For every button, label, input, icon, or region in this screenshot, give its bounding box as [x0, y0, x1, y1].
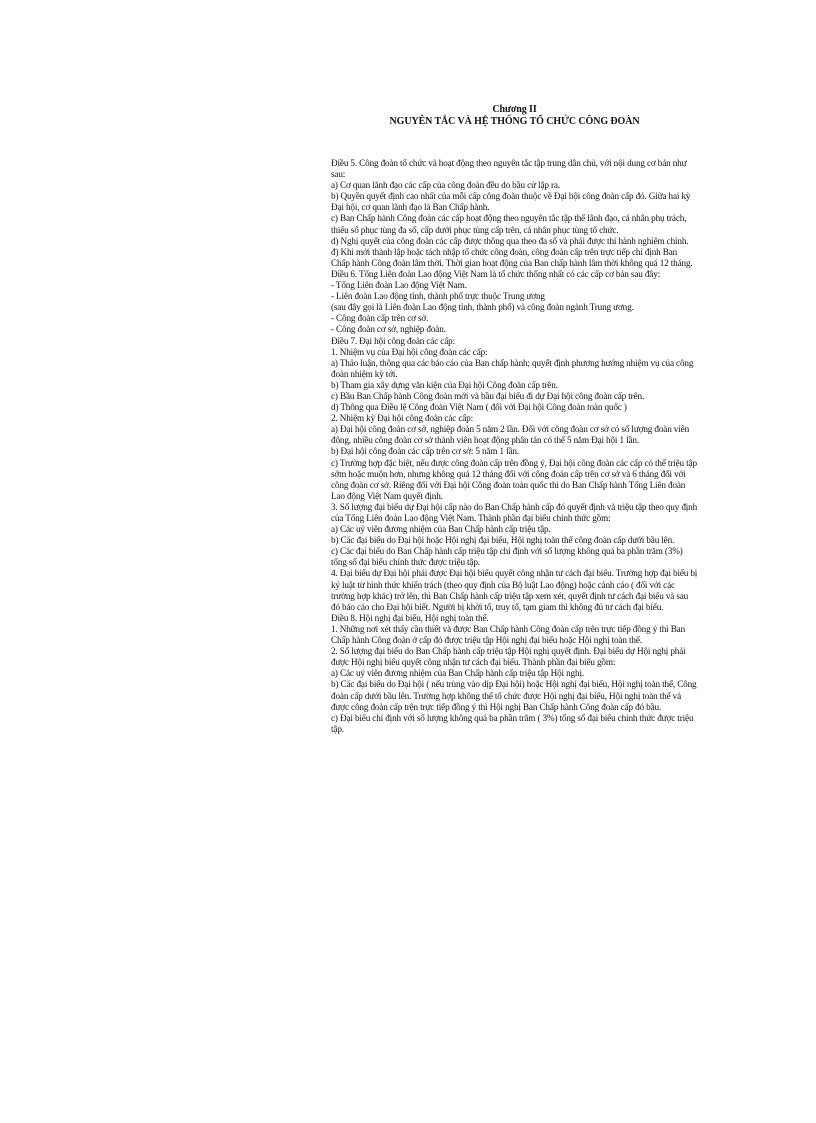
- paragraph: Điều 7. Đại hội công đoàn các cấp:: [331, 335, 455, 346]
- paragraph: c) Các đại biểu do Ban Chấp hành cấp triệu tập chỉ định với số lượng không quá ba phần trăm (3%) tổng số đại biểu chính thức được triệu tập.: [331, 546, 683, 568]
- paragraph: b) Tham gia xây dựng văn kiện của Đại hội Công đoàn cấp trên.: [331, 379, 558, 390]
- paragraph: b) Đại hội công đoàn các cấp trên cơ sở: 5 năm 1 lần.: [331, 446, 520, 457]
- paragraph: b) Các đại biểu do Đại hội ( nếu trùng vào dịp Đại hội) hoặc Hội nghị đại biểu, Hội nghị toàn thể, Công đoàn cấp dưới bầu lên. Trường hợp không thể tổ chức được Hội nghị đại biểu, Hội nghị toàn thể và được công đoàn cấp trên trực tiếp đồng ý thì Hội nghị Ban Chấp hành Công đoàn cấp đó bầu.: [331, 679, 697, 712]
- paragraph: - Liên đoàn Lao động tỉnh, thành phố trực thuộc Trung ương: [331, 291, 545, 302]
- paragraph: Điều 6. Tổng Liên đoàn Lao động Việt Nam là tổ chức thống nhất có các cấp cơ bản sau đây:: [331, 268, 661, 279]
- paragraph: d) Nghị quyết của công đoàn các cấp được thông qua theo đa số và phải được thi hành nghiêm chỉnh.: [331, 235, 689, 246]
- paragraph: 1. Nhiệm vụ của Đại hội công đoàn các cấp:: [331, 346, 488, 357]
- paragraph: 1. Những nơi xét thấy cần thiết và được Ban Chấp hành Công đoàn cấp trên trực tiếp đồng ý thì Ban Chấp hành Công đoàn ở cấp đó được triệu tập Hội nghị đại biểu hoặc Hội nghị toàn thể.: [331, 623, 686, 646]
- paragraph: b) Quyền quyết định cao nhất của mỗi cấp công đoàn thuộc về Đại hội công đoàn cấp đó. Giữa hai kỳ Đại hội, cơ quan lãnh đạo là Ban Chấp hành.: [331, 191, 691, 213]
- paragraph: b) Các đại biểu do Đại hội hoặc Hội nghị đại biểu, Hội nghị toàn thể công đoàn cấp dưới bầu lên.: [331, 535, 675, 546]
- paragraph: a) Cơ quan lãnh đạo các cấp của công đoàn đều do bầu cử lập ra.: [331, 180, 560, 191]
- chapter-title: NGUYÊN TẮC VÀ HỆ THỐNG TỔ CHỨC CÔNG ĐOÀN: [389, 116, 640, 127]
- paragraph: đ) Khi mới thành lập hoặc tách nhập tổ chức công đoàn, công đoàn cấp trên trực tiếp chỉ định Ban Chấp hành Công đoàn lâm thời. Thời gian hoạt động của Ban chấp hành lâm thời không quá 12 tháng.: [331, 246, 693, 268]
- paragraph: 3. Số lượng đại biểu dự Đại hội cấp nào do Ban Chấp hành cấp đó quyết định và triệu tập theo quy định của Tổng Liên đoàn Lao động Việt Nam. Thành phần đại biểu chính thức gồm:: [331, 501, 698, 523]
- paragraph: - Công đoàn cấp trên cơ sở.: [331, 313, 429, 324]
- paragraph: c) Bầu Ban Chấp hành Công đoàn mới và bầu đại biểu đi dự Đại hội công đoàn cấp trên.: [331, 390, 645, 401]
- paragraph: a) Thảo luận, thông qua các báo cáo của Ban chấp hành; quyết định phương hướng nhiệm vụ của công đoàn nhiệm kỳ tới.: [331, 357, 694, 379]
- document-content: [331, 104, 698, 735]
- paragraph: c) Ban Chấp hành Công đoàn các cấp hoạt động theo nguyên tắc tập thể lãnh đạo, cá nhân phụ trách, thiểu số phục tùng đa số, cấp dưới phục tùng cấp trên, cá nhân phục tùng tổ chức.: [331, 213, 687, 235]
- paragraph: a) Các uỷ viên đương nhiệm của Ban Chấp hành cấp triệu tập.: [331, 524, 551, 535]
- paragraph: 2. Số lượng đại biểu do Ban Chấp hành cấp triệu tập Hội nghị quyết định. Đại biểu dự Hội nghị phải được Hội nghị biểu quyết công nhận tư cách đại biểu. Thành phần đại biểu gồm:: [331, 646, 686, 668]
- document-body: [331, 158, 698, 735]
- paragraph: a) Các uỷ viên đương nhiệm của Ban Chấp hành cấp triệu tập Hội nghị.: [331, 668, 584, 679]
- paragraph: Điều 8. Hội nghị đại biểu, Hội nghị toàn thể.: [331, 612, 489, 623]
- paragraph: d) Thông qua Điều lệ Công đoàn Việt Nam ( đối với Đại hội Công đoàn toàn quốc ): [331, 402, 627, 413]
- paragraph: a) Đại hội công đoàn cơ sở, nghiệp đoàn 5 năm 2 lần. Đối với công đoàn cơ sở có số lượng đoàn viên đông, nhiều công đoàn cơ sở thành viên hoạt động phân tán có thể 5 năm Đại hội 1 lần.: [331, 424, 690, 446]
- chapter-number: Chương II: [492, 104, 537, 115]
- paragraph: c) Trường hợp đặc biệt, nếu được công đoàn cấp trên đồng ý, Đại hội công đoàn các cấp có thể triệu tập sớm hoặc muộn hơn, nhưng không quá 12 tháng đối với công đoàn cấp trên cơ sở và 6 tháng đối với công đoàn cơ sở. Riêng đối với Đại hội Công đoàn toàn quốc thì do Ban Chấp hành Tổng Liên đoàn Lao động Việt Nam quyết định.: [331, 457, 697, 501]
- paragraph: - Công đoàn cơ sở, nghiệp đoàn.: [331, 324, 446, 335]
- paragraph: (sau đây gọi là Liên đoàn Lao động tỉnh, thành phố) và công đoàn ngành Trung ương.: [331, 302, 634, 313]
- paragraph: 4. Đại biểu dự Đại hội phải được Đại hội biểu quyết công nhận tư cách đại biểu. Trường hợp đại biểu bị kỷ luật từ hình thức khiển trách (theo quy định của Bộ luật Lao động) hoặc cảnh cáo ( đối với các trường hợp khác) trở lên, thì Ban Chấp hành cấp triệu tập xem xét, quyết định tư cách đại biểu và sau đó báo cáo cho Đại hội biết. Người bị khởi tố, truy tố, tạm giam thì không đủ tư cách đại biểu.: [331, 568, 698, 612]
- paragraph: - Tổng Liên đoàn Lao động Việt Nam.: [331, 280, 467, 291]
- paragraph: Điều 5. Công đoàn tổ chức và hoạt động theo nguyên tắc tập trung dân chủ, với nội dung cơ bản như sau:: [331, 158, 687, 180]
- paragraph: 2. Nhiệm kỳ Đại hội công đoàn các cấp:: [331, 413, 474, 424]
- paragraph: c) Đại biểu chỉ định với số lượng không quá ba phần trăm ( 3%) tổng số đại biểu chính thức được triệu tập.: [331, 712, 694, 734]
